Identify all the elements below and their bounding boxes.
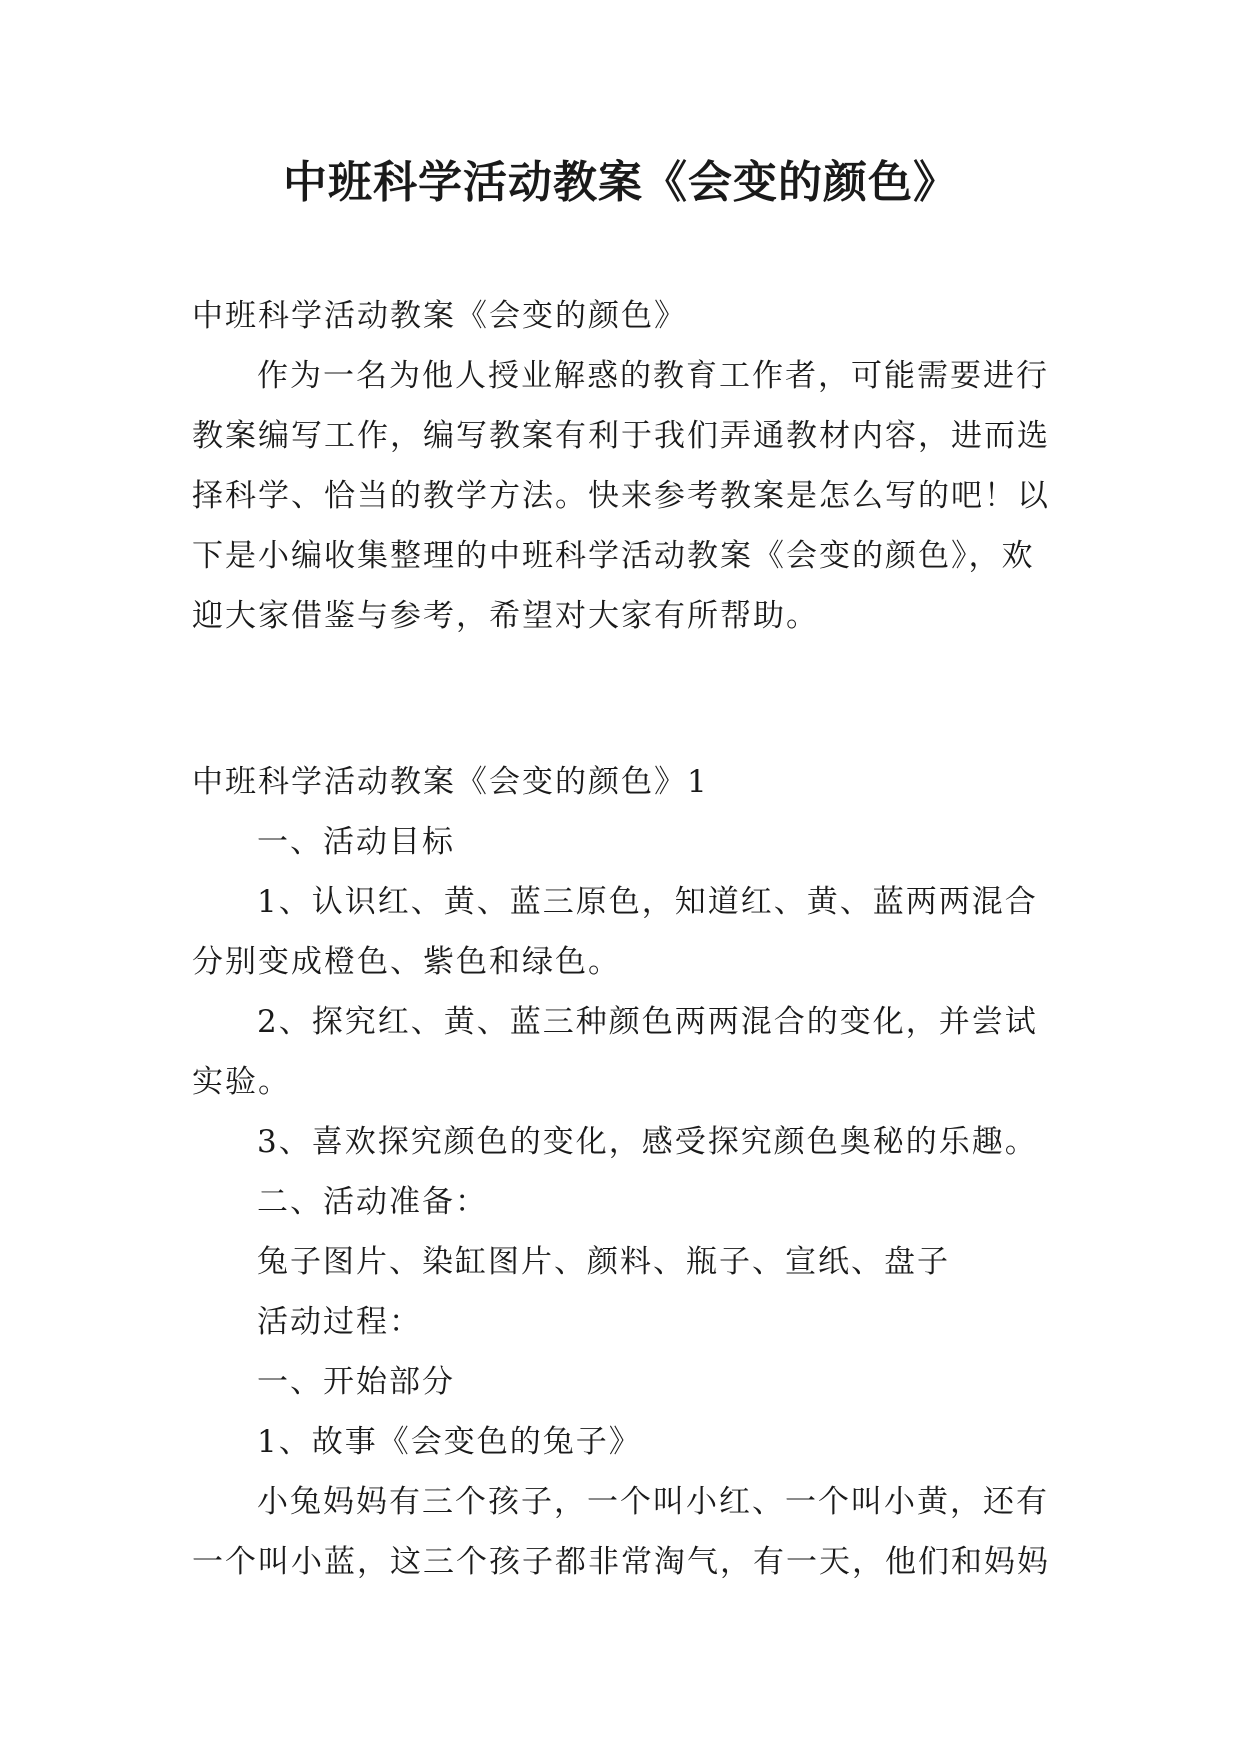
process-part-heading: 一、开始部分 <box>257 1364 455 1400</box>
objective-item: 3、喜欢探究颜色的变化，感受探究颜色奥秘的乐趣。 <box>257 1124 1038 1160</box>
objective-item: 2、探究红、黄、蓝三种颜色两两混合的变化，并尝试实验。 <box>192 1004 1038 1100</box>
intro-paragraph: 作为一名为他人授业解惑的教育工作者，可能需要进行教案编写工作，编写教案有利于我们弄通教材内容，进而选择科学、恰当的教学方法。快来参考教案是怎么写的吧！以下是小编收集整理的中班科学活动教案《会变的颜色》，欢迎大家借鉴与参考，希望对大家有所帮助。 <box>192 358 1050 634</box>
objective-item: 1、认识红、黄、蓝三原色，知道红、黄、蓝两两混合分别变成橙色、紫色和绿色。 <box>192 884 1038 980</box>
story-paragraph: 小兔妈妈有三个孩子，一个叫小红、一个叫小黄，还有一个叫小蓝，这三个孩子都非常淘气，有一天，他们和妈妈 <box>192 1484 1050 1580</box>
lesson-section-1 <box>192 752 1050 1592</box>
section-heading: 中班科学活动教案《会变的颜色》1 <box>192 764 709 800</box>
intro-section <box>192 286 1050 646</box>
intro-heading: 中班科学活动教案《会变的颜色》 <box>192 298 687 334</box>
objectives-heading: 一、活动目标 <box>257 824 455 860</box>
preparation-materials: 兔子图片、染缸图片、颜料、瓶子、宣纸、盘子 <box>257 1244 950 1280</box>
preparation-heading: 二、活动准备： <box>257 1184 488 1220</box>
document-title: 中班科学活动教案《会变的颜色》 <box>283 157 958 208</box>
process-heading: 活动过程： <box>257 1304 422 1340</box>
story-title: 1、故事《会变色的兔子》 <box>257 1424 642 1460</box>
